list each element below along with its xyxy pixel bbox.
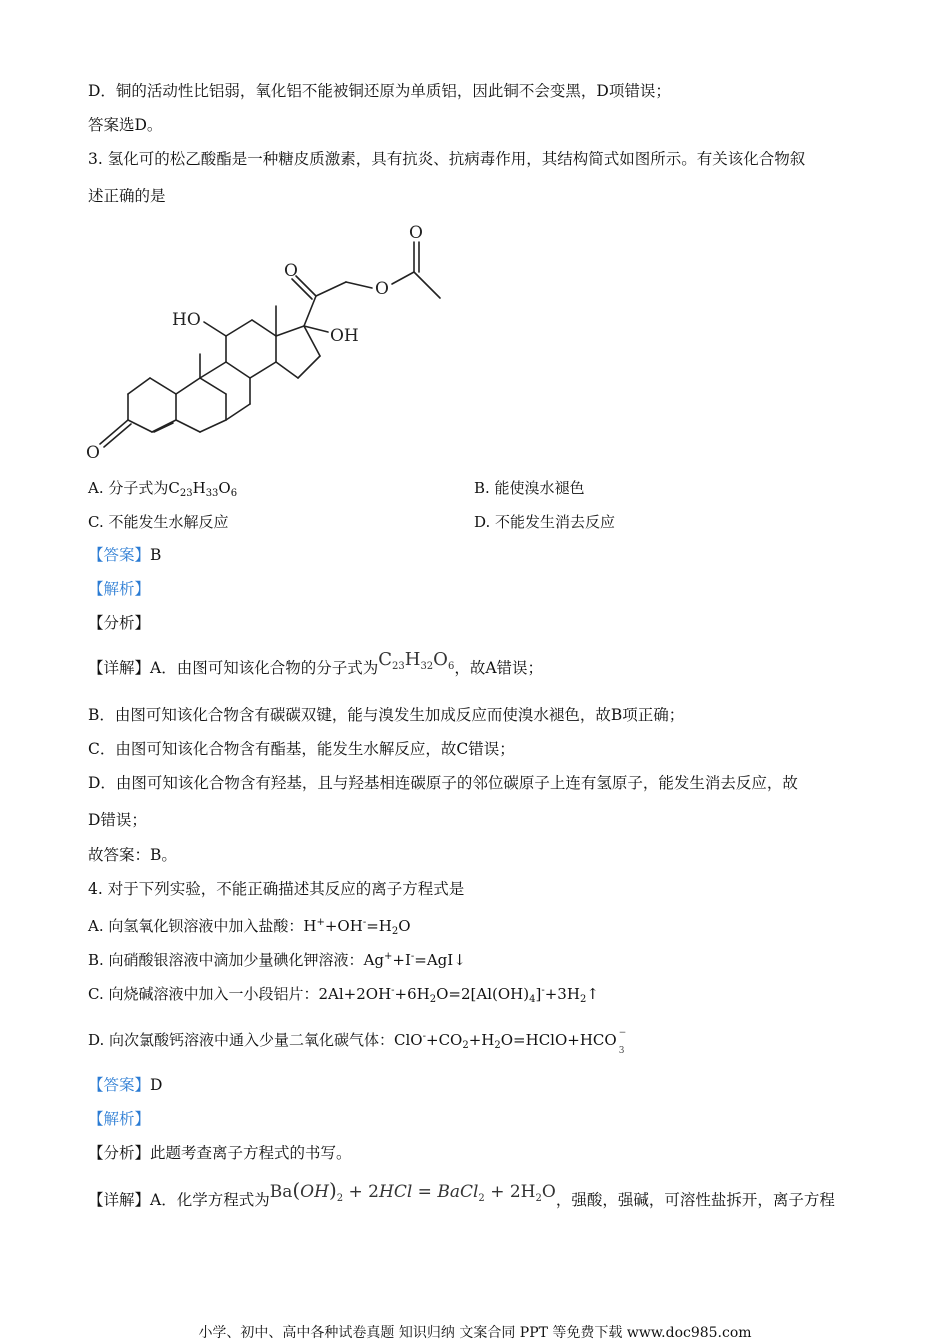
detail-a-text: A．由图可知该化合物的分子式为 [150,659,379,677]
analysis-tag: 【解析】 [88,1110,151,1128]
question-3-stem-line1: 3. 氢化可的松乙酸酯是一种糖皮质激素，具有抗炎、抗病毒作用，其结构简式如图所示。有关该化合物叙 [88,150,806,168]
ketone-oxygen-label: O [284,261,298,281]
q4-fenxi-line [88,1143,352,1163]
eq-paren: ) [328,1178,337,1202]
eq-ba: Ba [269,1182,293,1202]
option-d-explanation-line: D．铜的活动性比铝弱，氧化铝不能被铜还原为单质铝，因此铜不会变黑，D项错误； [88,82,671,100]
q3-detail-d-line2: D错误； [88,811,147,829]
q3-detail-a [88,649,544,681]
eq: +H [468,1031,495,1049]
eq: O [398,917,411,935]
question-4-stem: 4. 对于下列实验，不能正确描述其反应的离子方程式是 [88,880,465,898]
eq-sub: 4 [529,994,536,1005]
eq: O=HClO+HCO [500,1031,617,1049]
eq-sup: + [384,951,393,962]
eq-sup: - [541,985,545,996]
hydroxyl-left-label: HO [172,310,201,330]
q4-option-b-text: B. 向硝酸银溶液中滴加少量碘化钾溶液： [88,951,364,969]
q4-option-d-text: D. 向次氯酸钙溶液中通入少量二氧化碳气体： [88,1031,395,1049]
eq-sup: + [316,917,325,928]
q3-detail-d-line1: D．由图可知该化合物含有羟基，且与羟基相连碳原子的邻位碳原子上连有氢原子，能发生消去反应，故 [88,774,798,792]
element-symbol: O [218,479,231,497]
subscript: 33 [205,488,219,499]
q4-option-c-text: C. 向烧碱溶液中加入一小段铝片： [88,985,319,1003]
bottom-oxygen-label: O [86,443,100,463]
page-footer: 小学、初中、高中各种试卷真题 知识归纳 文案合同 PPT 等免费下载 www.doc985.com [198,1325,752,1341]
fenxi-text: 此题考查离子方程式的书写。 [150,1144,352,1162]
eq-plus: + 2 [343,1182,379,1202]
eq: O=2[Al(OH) [436,985,530,1003]
eq: ] [535,985,542,1003]
eq: 2Al+2OH [318,985,392,1003]
q3-detail-c: C．由图可知该化合物含有酯基，能发生水解反应，故C错误； [88,740,515,758]
eq-sub: 2 [391,926,399,937]
eq: =H [366,917,392,935]
answer-line: 答案选D。 [88,116,163,134]
answer-tag: 【答案】 [88,546,151,564]
q3-detail-b: B．由图可知该化合物含有碳碳双键，能与溴发生加成反应而使溴水褪色，故B项正确； [88,706,685,724]
eq: ↑ [586,985,599,1003]
eq-paren: ( [292,1178,301,1202]
eq-sup: - [422,1031,426,1042]
detail-tag: 【详解】 [88,1191,151,1209]
eq-equals: = [412,1182,438,1202]
detail-pre: A．化学方程式为 [150,1191,270,1209]
eq-sub: 2 [429,994,437,1005]
eq-sub: 2 [535,1193,542,1204]
eq-sub: 2 [462,1040,469,1051]
formula-sub: 32 [420,661,434,672]
eq-sub: 3 [618,1046,625,1056]
q3-option-a [88,478,237,504]
eq-sup: − [618,1028,627,1038]
analysis-tag: 【解析】 [88,580,151,598]
q4-option-a [88,913,411,942]
q3-option-c: C. 不能发生水解反应 [88,513,229,531]
fenxi-tag: 【分析】 [88,1144,151,1162]
eq: +OH [324,917,363,935]
eq-sup: - [410,951,415,962]
formula-sub: 6 [447,661,455,672]
eq: H [303,917,317,935]
question-3-stem-line2: 述正确的是 [88,187,166,205]
formula-h: H [404,649,421,670]
detail-post: ，强酸，强碱，可溶性盐拆开，离子方程 [555,1191,835,1209]
eq-plus: + 2H [484,1182,536,1202]
element-symbol: H [192,479,206,497]
eq-bacl: BaCl [437,1182,479,1202]
ester-oxygen-label: O [375,279,389,299]
chemical-equation-image [269,1178,556,1204]
q4-answer-line [88,1075,162,1095]
answer-value: B [150,546,162,564]
eq: =AgI↓ [414,951,466,969]
q4-option-b [88,947,466,970]
top-oxygen-label: O [409,223,423,243]
answer-tag: 【答案】 [88,1076,151,1094]
hydroxyl-right-label: OH [330,326,359,346]
eq: Ag [363,951,384,969]
q3-option-d: D. 不能发生消去反应 [474,513,616,531]
q3-option-b: B. 能使溴水褪色 [474,479,585,497]
eq-sup: - [391,985,395,996]
eq: +CO [426,1031,463,1049]
subscript: 23 [179,488,193,499]
eq: +I [392,951,411,969]
q3-answer-line [88,545,161,565]
detail-tag: 【详解】 [88,659,151,677]
subscript: 6 [230,488,238,499]
q4-detail-a [88,1178,835,1213]
molecular-formula-image [378,649,455,672]
eq-o: O [541,1182,556,1202]
formula-sub: 23 [392,661,405,672]
q4-option-d [88,1027,627,1056]
answer-value: D [150,1076,163,1094]
eq-oh: OH [300,1182,329,1202]
eq: +6H [394,985,430,1003]
detail-a-post: ，故A错误； [454,659,544,677]
eq-sub: 2 [579,994,587,1005]
eq-sub: 2 [478,1193,485,1204]
eq-hcl: HCl [379,1182,413,1202]
q3-option-a-text: A. 分子式为C [88,479,180,497]
eq-sub: 2 [336,1193,344,1204]
steroid-structure-diagram [82,218,462,466]
formula-c: C [378,649,392,670]
q4-option-a-text: A. 向氢氧化钡溶液中加入盐酸： [88,917,304,935]
eq: +3H [544,985,580,1003]
formula-o: O [433,649,448,670]
q3-conclusion: 故答案：B。 [88,846,177,864]
eq-sub: 2 [494,1040,501,1051]
fenxi-tag: 【分析】 [88,614,151,632]
eq: ClO [394,1031,423,1049]
q4-option-c [88,981,599,1010]
eq-sup: - [362,917,367,928]
